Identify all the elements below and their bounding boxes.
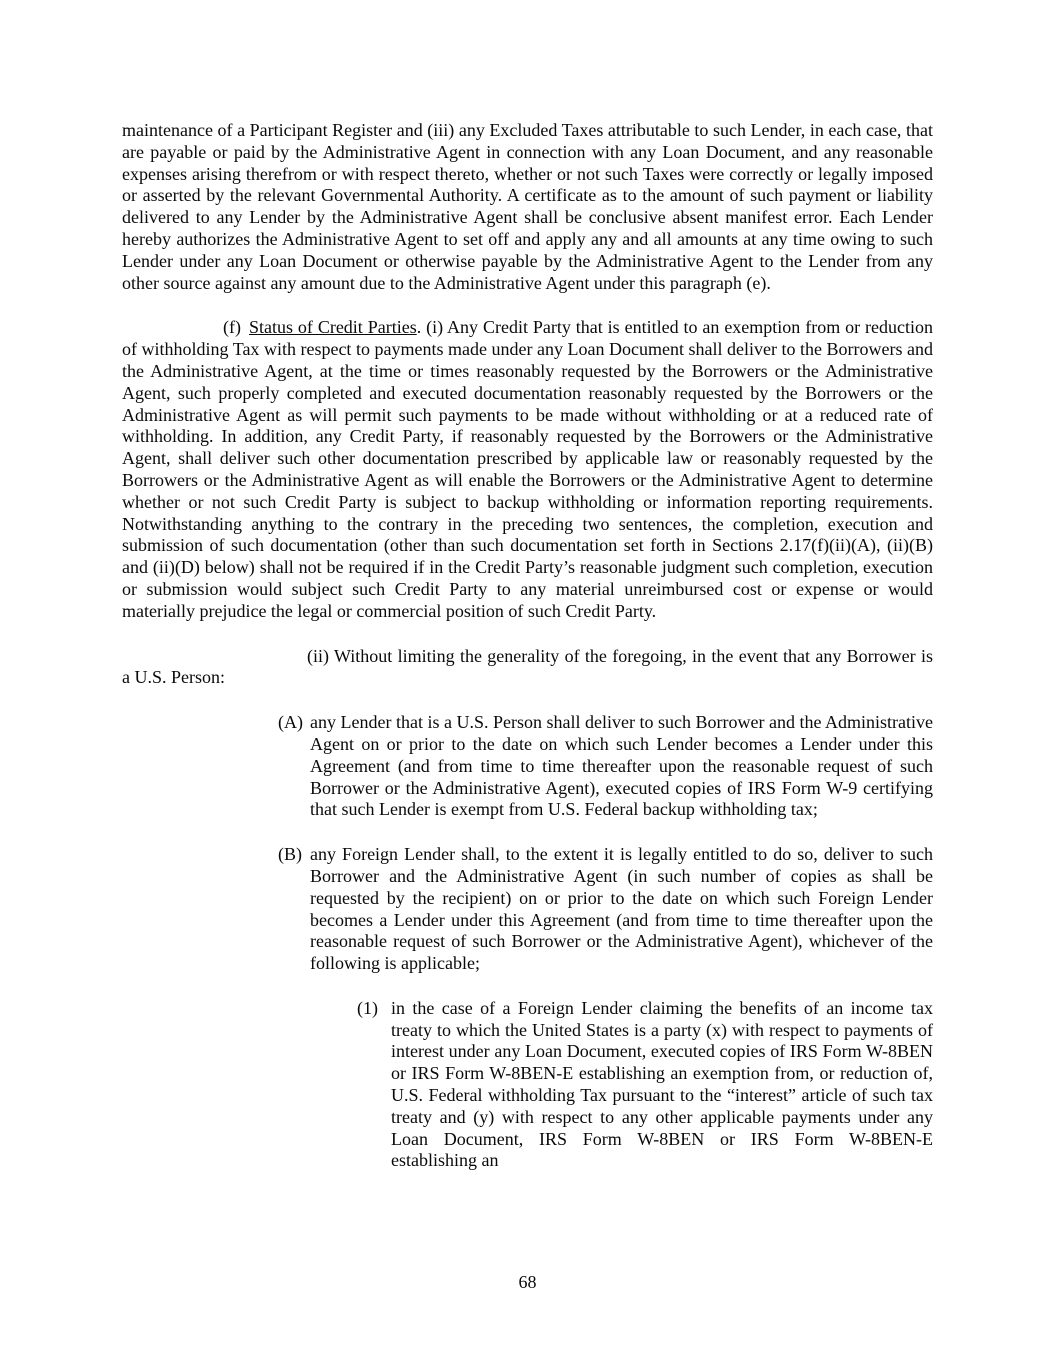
- clause-item-A: [278, 712, 933, 821]
- clause-item-A-label: (A): [278, 712, 303, 733]
- paragraph-continuation: maintenance of a Participant Register and (iii) any Excluded Taxes attributable to such Lender, in each case, that are payable or paid by the Administrative Agent in connection with any Loan Document, and any reasonable expenses arising therefrom or with respect thereto, whether or not such Taxes were correctly or legally imposed or asserted by the relevant Governmental Authority. A certificate as to the amount of such payment or liability delivered to any Lender by the Administrative Agent shall be conclusive absent manifest error. Each Lender hereby authorizes the Administrative Agent to set off and apply any and all amounts at any time owing to such Lender under any Loan Document or otherwise payable by the Administrative Agent to the Lender from any other source against any amount due to the Administrative Agent under this paragraph (e).: [122, 120, 933, 293]
- clause-f-body: . (i) Any Credit Party that is entitled to an exemption from or reduction of withholding Tax with respect to payments made under any Loan Document shall deliver to the Borrowers and the Administrative Agent, at the time or times reasonably requested by the Borrowers or the Administrative Agent, such properly completed and executed documentation reasonably requested by the Borrowers or the Administrative Agent as will permit such payments to be made without withholding or at a reduced rate of withholding. In addition, any Credit Party, if reasonably requested by the Borrowers or the Administrative Agent, shall deliver such other documentation prescribed by applicable law or reasonably requested by the Borrowers or the Administrative Agent as will enable the Borrowers or the Administrative Agent to determine whether or not such Credit Party is subject to backup withholding or information reporting requirements. Notwithstanding anything to the contrary in the preceding two sentences, the completion, execution and submission of such documentation (other than such documentation set forth in Sections 2.17(f)(ii)(A), (ii)(B) and (ii)(D) below) shall not be required if in the Credit Party’s reasonable judgment such completion, execution or submission would subject such Credit Party to any material unreimbursed cost or expense or would materially prejudice the legal or commercial position of such Credit Party.: [122, 317, 934, 621]
- clause-item-1: [357, 998, 933, 1172]
- clause-item-1-label: (1): [357, 997, 378, 1018]
- page-number: 68: [518, 1272, 537, 1292]
- paragraph-clause-f: [122, 317, 933, 622]
- paragraph-clause-ii: (ii) Without limiting the generality of the foregoing, in the event that any Borrower is a U.S. Person:: [122, 645, 933, 688]
- clause-f-heading: Status of Credit Parties: [248, 317, 417, 338]
- clause-item-B: [278, 844, 933, 975]
- clause-item-1-text: in the case of a Foreign Lender claiming the benefits of an income tax treaty to which the United States is a party (x) with respect to payments of interest under any Loan Document, executed copies of IRS Form W-8BEN or IRS Form W-8BEN-E establishing an exemption from, or reduction of, U.S. Federal withholding Tax pursuant to the “interest” article of such tax treaty and (y) with respect to any other applicable payments under any Loan Document, IRS Form W-8BEN or IRS Form W-8BEN-E establishing an: [391, 997, 933, 1171]
- page-body: [122, 120, 933, 1195]
- clause-item-A-text: any Lender that is a U.S. Person shall deliver to such Borrower and the Administrative Agent on or prior to the date on which such Lender becomes a Lender under this Agreement (and from time to time thereafter upon the reasonable request of such Borrower or the Administrative Agent), executed copies of IRS Form W-9 certifying that such Lender is exempt from U.S. Federal backup withholding tax;: [310, 712, 933, 820]
- clause-f-label: (f): [223, 317, 241, 338]
- clause-item-B-label: (B): [278, 844, 302, 865]
- clause-item-B-text: any Foreign Lender shall, to the extent it is legally entitled to do so, deliver to such Borrower and the Administrative Agent (in such number of copies as shall be requested by the recipient) on or prior to the date on which such Foreign Lender becomes a Lender under this Agreement (and from time to time thereafter upon the reasonable request of such Borrower or the Administrative Agent), whichever of the following is applicable;: [310, 844, 933, 974]
